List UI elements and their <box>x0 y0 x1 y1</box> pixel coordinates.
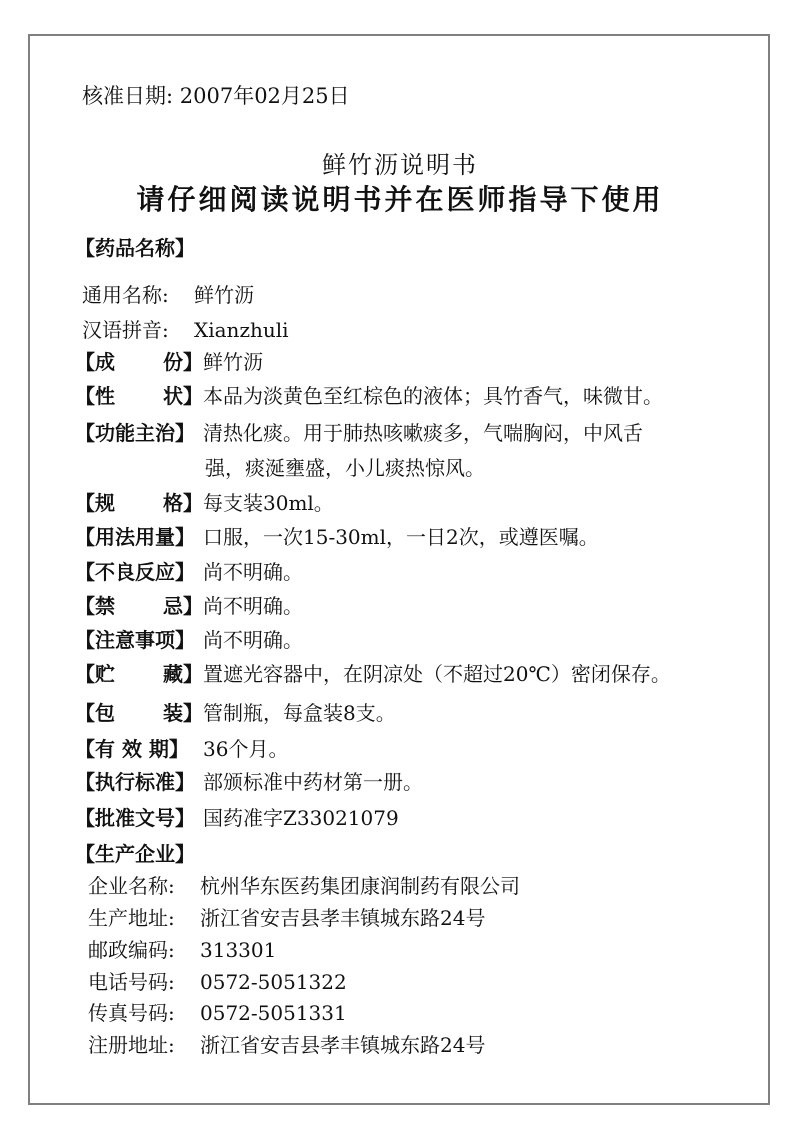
pinyin-value: Xianzhuli <box>194 318 289 342</box>
field-value: 杭州华东医药集团康润制药有限公司 <box>200 874 520 898</box>
section-value: 36个月。 <box>203 737 289 761</box>
section-manufacturer <box>75 838 203 867</box>
field-value: 浙江省安吉县孝丰镇城东路24号 <box>200 1033 486 1057</box>
approval-date: 核准日期: 2007年02月25日 <box>82 84 350 108</box>
section-value: 尚不明确。 <box>203 560 303 584</box>
section-precautions <box>75 624 303 653</box>
pinyin-key: 汉语拼音: <box>82 318 169 342</box>
section-label: 【包 装】 <box>75 701 203 725</box>
section-specification <box>75 487 334 516</box>
fax-row <box>88 997 347 1026</box>
section-value: 部颁标准中药材第一册。 <box>203 770 423 794</box>
common-name-key: 通用名称: <box>82 283 169 307</box>
field-key: 传真号码: <box>88 1001 175 1025</box>
section-value: 尚不明确。 <box>203 628 303 652</box>
section-approval-number <box>75 802 399 831</box>
section-value: 清热化痰。用于肺热咳嗽痰多，气喘胸闷，中风舌 <box>203 421 643 445</box>
section-label: 【药品名称】 <box>75 236 195 260</box>
section-description <box>75 380 663 409</box>
field-key: 电话号码: <box>88 970 175 994</box>
field-value: 0572-5051331 <box>200 1001 347 1025</box>
section-value: 国药准字Z33021079 <box>203 806 399 830</box>
section-adverse-reactions <box>75 556 303 585</box>
section-contraindications <box>75 590 303 619</box>
common-name-row <box>82 279 254 308</box>
section-value: 置遮光容器中，在阴凉处（不超过20℃）密闭保存。 <box>203 662 671 686</box>
document-title: 鲜竹沥说明书 <box>322 151 478 179</box>
field-key: 生产地址: <box>88 906 175 930</box>
field-key: 注册地址: <box>88 1033 175 1057</box>
manufacturer-name-row <box>88 870 520 899</box>
section-label: 【贮 藏】 <box>75 662 203 686</box>
section-dosage <box>75 521 599 550</box>
field-key: 企业名称: <box>88 874 175 898</box>
section-label: 【成 份】 <box>75 350 203 374</box>
manufacturer-address-row <box>88 902 485 931</box>
document-subtitle: 请仔细阅读说明书并在医师指导下使用 <box>136 183 664 216</box>
section-value: 管制瓶，每盒装8支。 <box>203 701 396 725</box>
section-value: 每支装30ml。 <box>203 491 334 515</box>
section-label: 【有 效 期】 <box>75 737 189 761</box>
section-drug-name <box>75 232 203 261</box>
section-label: 【执行标准】 <box>75 770 195 794</box>
pinyin-row <box>82 314 289 343</box>
section-standard <box>75 766 423 795</box>
field-value: 0572-5051322 <box>200 970 347 994</box>
section-label: 【生产企业】 <box>75 842 195 866</box>
section-label: 【注意事项】 <box>75 628 195 652</box>
field-value: 浙江省安吉县孝丰镇城东路24号 <box>200 906 486 930</box>
registered-address-row <box>88 1029 485 1058</box>
section-value: 本品为淡黄色至红棕色的液体；具竹香气，味微甘。 <box>203 384 663 408</box>
section-label: 【禁 忌】 <box>75 594 203 618</box>
section-label: 【规 格】 <box>75 491 203 515</box>
common-name-value: 鲜竹沥 <box>194 283 254 307</box>
section-storage <box>75 658 671 687</box>
section-value: 口服，一次15-30ml，一日2次，或遵医嘱。 <box>203 525 599 549</box>
section-value: 尚不明确。 <box>203 594 303 618</box>
field-value: 313301 <box>200 938 277 962</box>
field-key: 邮政编码: <box>88 938 175 962</box>
section-packaging <box>75 697 396 726</box>
postal-code-row <box>88 934 276 963</box>
phone-row <box>88 966 347 995</box>
section-validity <box>75 733 288 762</box>
section-label: 【不良反应】 <box>75 560 195 584</box>
section-value: 鲜竹沥 <box>203 350 263 374</box>
section-label: 【用法用量】 <box>75 525 195 549</box>
section-label: 【功能主治】 <box>75 421 195 445</box>
section-label: 【批准文号】 <box>75 806 195 830</box>
section-indications <box>75 417 643 446</box>
section-ingredients <box>75 346 263 375</box>
section-indications-cont: 强，痰涎壅盛，小儿痰热惊风。 <box>205 456 485 480</box>
section-label: 【性 状】 <box>75 384 203 408</box>
